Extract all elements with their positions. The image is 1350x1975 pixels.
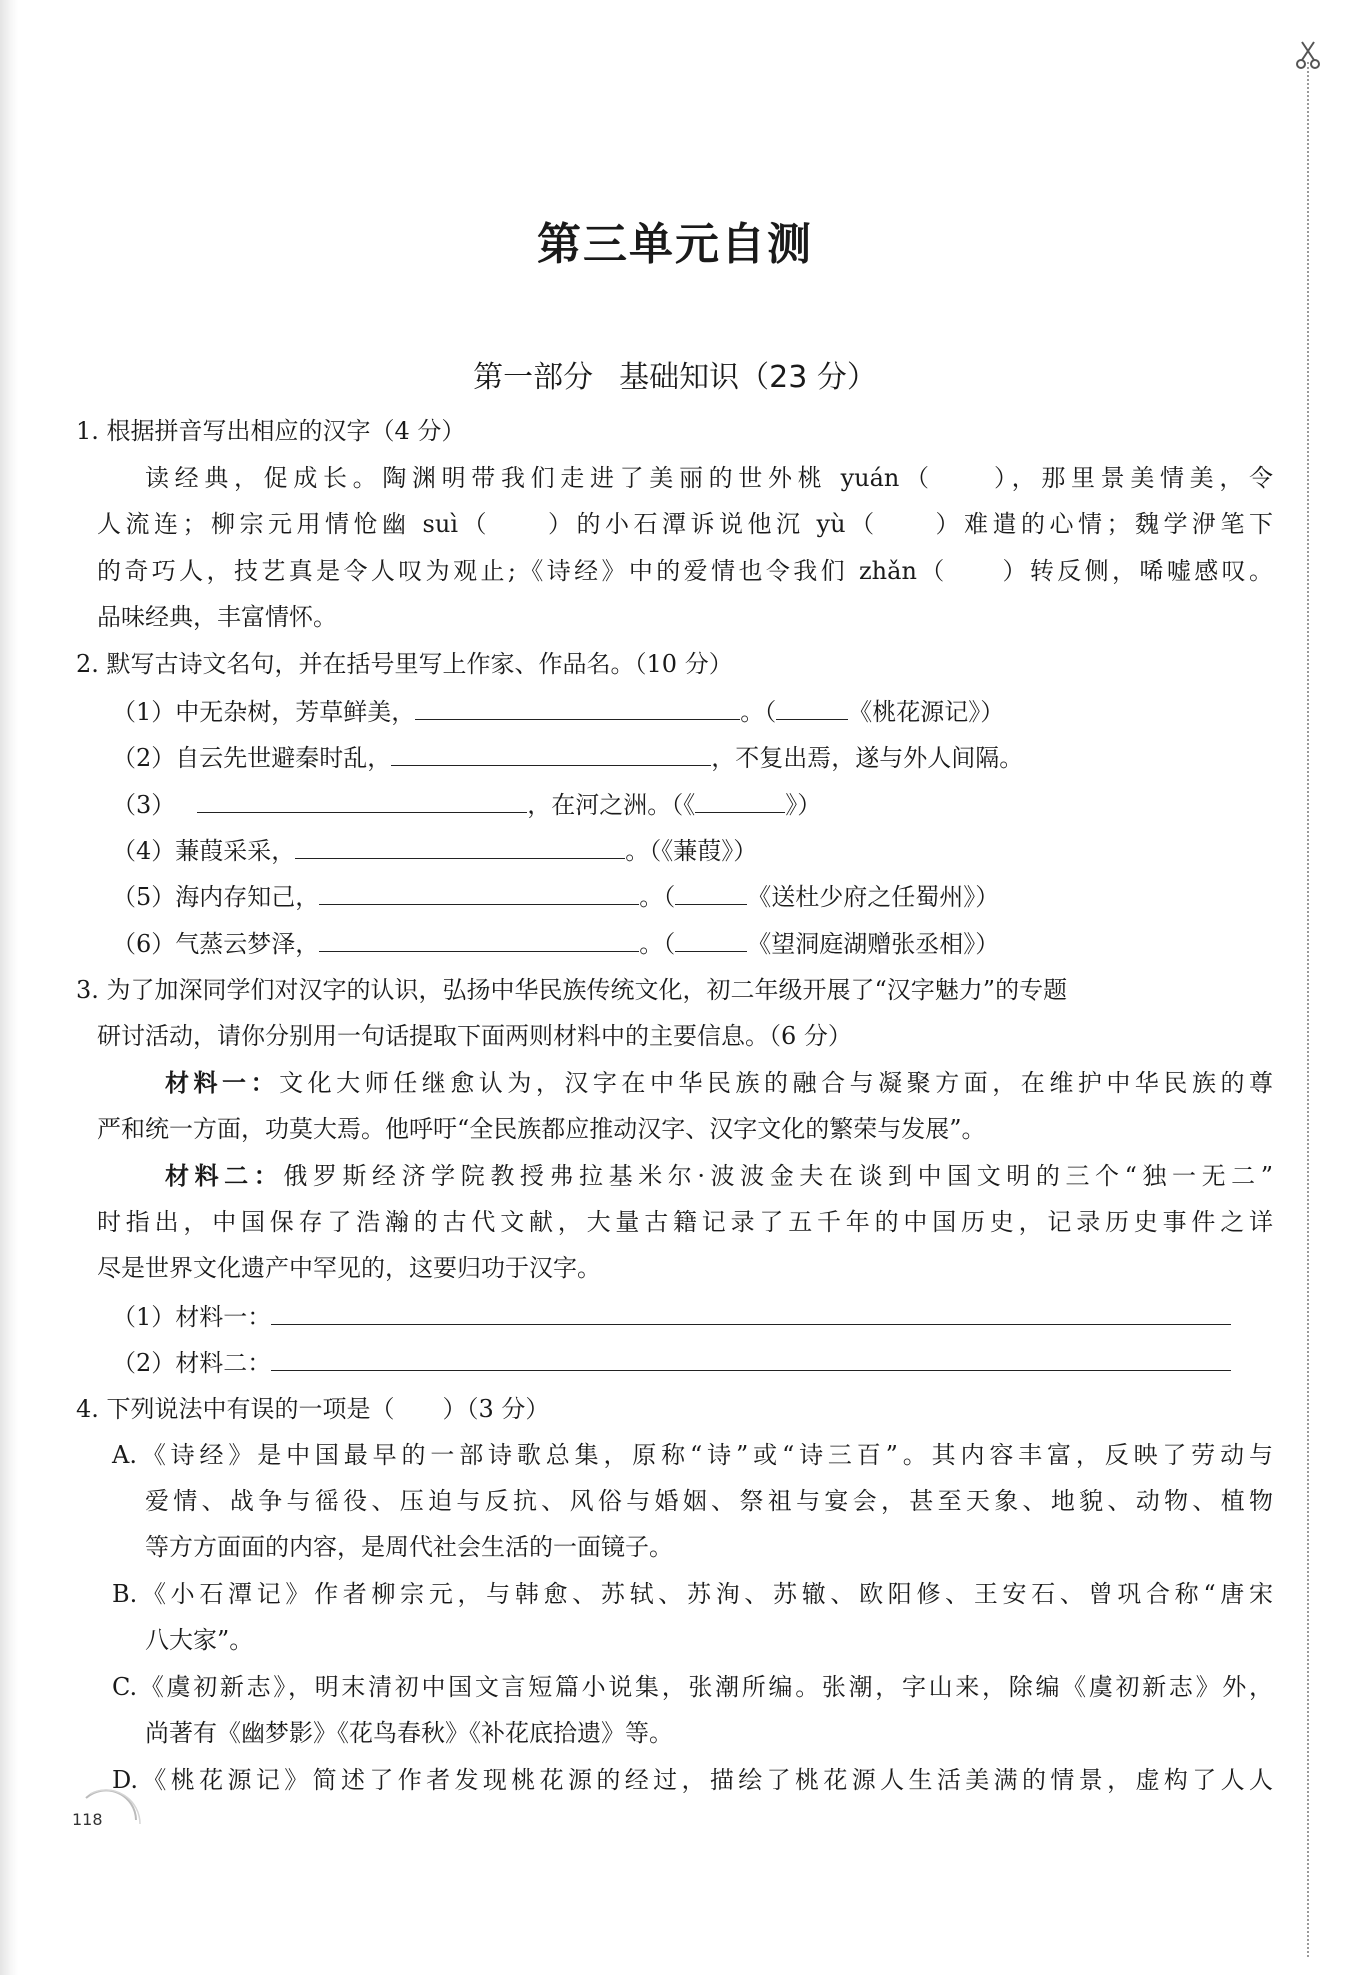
q1-line-3: 的奇巧人，技艺真是令人叹为观止;《诗经》中的爱情也令我们 zhǎn（ ）转反侧，唏嘘感叹。 <box>97 557 1273 585</box>
answer-blank[interactable] <box>197 788 527 813</box>
answer-blank[interactable] <box>319 880 639 905</box>
section-heading <box>0 352 1350 396</box>
q1-line-4: 品味经典，丰富情怀。 <box>97 603 337 631</box>
q2-stem: 2. 默写古诗文名句，并在括号里写上作家、作品名。（10 分） <box>76 650 733 678</box>
answer-blank[interactable] <box>319 927 639 952</box>
q4-option-a-line-3: 等方方面面的内容，是周代社会生活的一面镜子。 <box>145 1533 673 1561</box>
author-blank[interactable] <box>776 695 848 720</box>
q4-option-c-line-1: C.《虞初新志》，明末清初中国文言短篇小说集，张潮所编。张潮，字山来，除编《虞初新志》外， <box>112 1673 1273 1701</box>
answer-blank[interactable] <box>295 834 625 859</box>
q3-material-2-line-2: 时指出，中国保存了浩瀚的古代文献，大量古籍记录了五千年的中国历史，记录历史事件之详 <box>97 1208 1273 1236</box>
q4-option-d-line-1: D.《桃花源记》简述了作者发现桃花源的经过，描绘了桃花源人生活美满的情景，虚构了人人 <box>112 1766 1273 1794</box>
answer-line[interactable] <box>271 1300 1231 1325</box>
q2-item-3: （3） ，在河之洲。（《 》） <box>112 788 821 821</box>
author-blank[interactable] <box>675 880 747 905</box>
q3-material-1-line-2: 严和统一方面，功莫大焉。他呼吁“全民族都应推动汉字、汉字文化的繁荣与发展”。 <box>97 1115 986 1143</box>
q2-item-6: （6）气蒸云梦泽， 。（ 《望洞庭湖赠张丞相》） <box>112 927 999 960</box>
q2-item-1: （1）中无杂树，芳草鲜美， 。（ 《桃花源记》） <box>112 695 1004 728</box>
answer-line[interactable] <box>271 1346 1231 1371</box>
q3-material-2-line-1: 材料二：俄罗斯经济学院教授弗拉基米尔·波波金夫在谈到中国文明的三个“独一无二” <box>165 1161 1274 1190</box>
q1-stem: 1. 根据拼音写出相应的汉字（4 分） <box>76 417 466 445</box>
q4-option-a-line-1: A.《诗经》是中国最早的一部诗歌总集，原称“诗”或“诗三百”。其内容丰富，反映了劳动与 <box>112 1441 1273 1469</box>
q3-stem-1: 3. 为了加深同学们对汉字的认识，弘扬中华民族传统文化，初二年级开展了“汉字魅力”的专题 <box>76 976 1068 1004</box>
answer-blank[interactable] <box>415 695 740 720</box>
q4-option-b-line-2: 八大家”。 <box>145 1626 254 1654</box>
q2-item-5: （5）海内存知己， 。（ 《送杜少府之任蜀州》） <box>112 880 999 913</box>
q4-option-c-line-2: 尚著有《幽梦影》《花鸟春秋》《补花底拾遗》等。 <box>145 1719 673 1747</box>
q3-stem-2: 研讨活动，请你分别用一句话提取下面两则材料中的主要信息。（6 分） <box>97 1022 852 1050</box>
q4-option-b-line-1: B.《小石潭记》作者柳宗元，与韩愈、苏轼、苏洵、苏辙、欧阳修、王安石、曾巩合称“唐宋 <box>112 1580 1273 1608</box>
q2-item-2: （2）自云先世避秦时乱， ，不复出焉，遂与外人间隔。 <box>112 741 1023 774</box>
page-title: 第三单元自测 <box>537 219 813 270</box>
q3-answer-2: （2）材料二： <box>112 1346 1231 1379</box>
section-part: 第一部分 <box>473 360 594 395</box>
cut-line <box>1307 62 1309 1957</box>
answer-blank[interactable] <box>391 741 711 766</box>
q1-line-1: 读经典，促成长。陶渊明带我们走进了美丽的世外桃 yuán（ ），那里景美情美，令 <box>145 464 1273 492</box>
scissors-icon <box>1294 40 1322 70</box>
q3-answer-1: （1）材料一： <box>112 1300 1231 1333</box>
page-number: 118 <box>72 1810 103 1829</box>
q4-stem: 4. 下列说法中有误的一项是（ ）（3 分） <box>76 1395 550 1423</box>
author-blank[interactable] <box>675 927 747 952</box>
q1-line-2: 人流连；柳宗元用情怆幽 suì（ ）的小石潭诉说他沉 yù（ ）难遣的心情；魏学洢笔下 <box>97 510 1273 538</box>
author-blank[interactable] <box>695 788 785 813</box>
q4-option-a-line-2: 爱情、战争与徭役、压迫与反抗、风俗与婚姻、祭祖与宴会，甚至天象、地貌、动物、植物 <box>145 1487 1273 1515</box>
section-name: 基础知识（23 分） <box>619 360 877 395</box>
q2-item-4: （4）蒹葭采采， 。（《蒹葭》） <box>112 834 757 867</box>
page-edge-shadow <box>0 0 18 1975</box>
q3-material-1-line-1: 材料一：文化大师任继愈认为，汉字在中华民族的融合与凝聚方面，在维护中华民族的尊 <box>165 1068 1274 1097</box>
q3-material-2-line-3: 尽是世界文化遗产中罕见的，这要归功于汉字。 <box>97 1254 601 1282</box>
